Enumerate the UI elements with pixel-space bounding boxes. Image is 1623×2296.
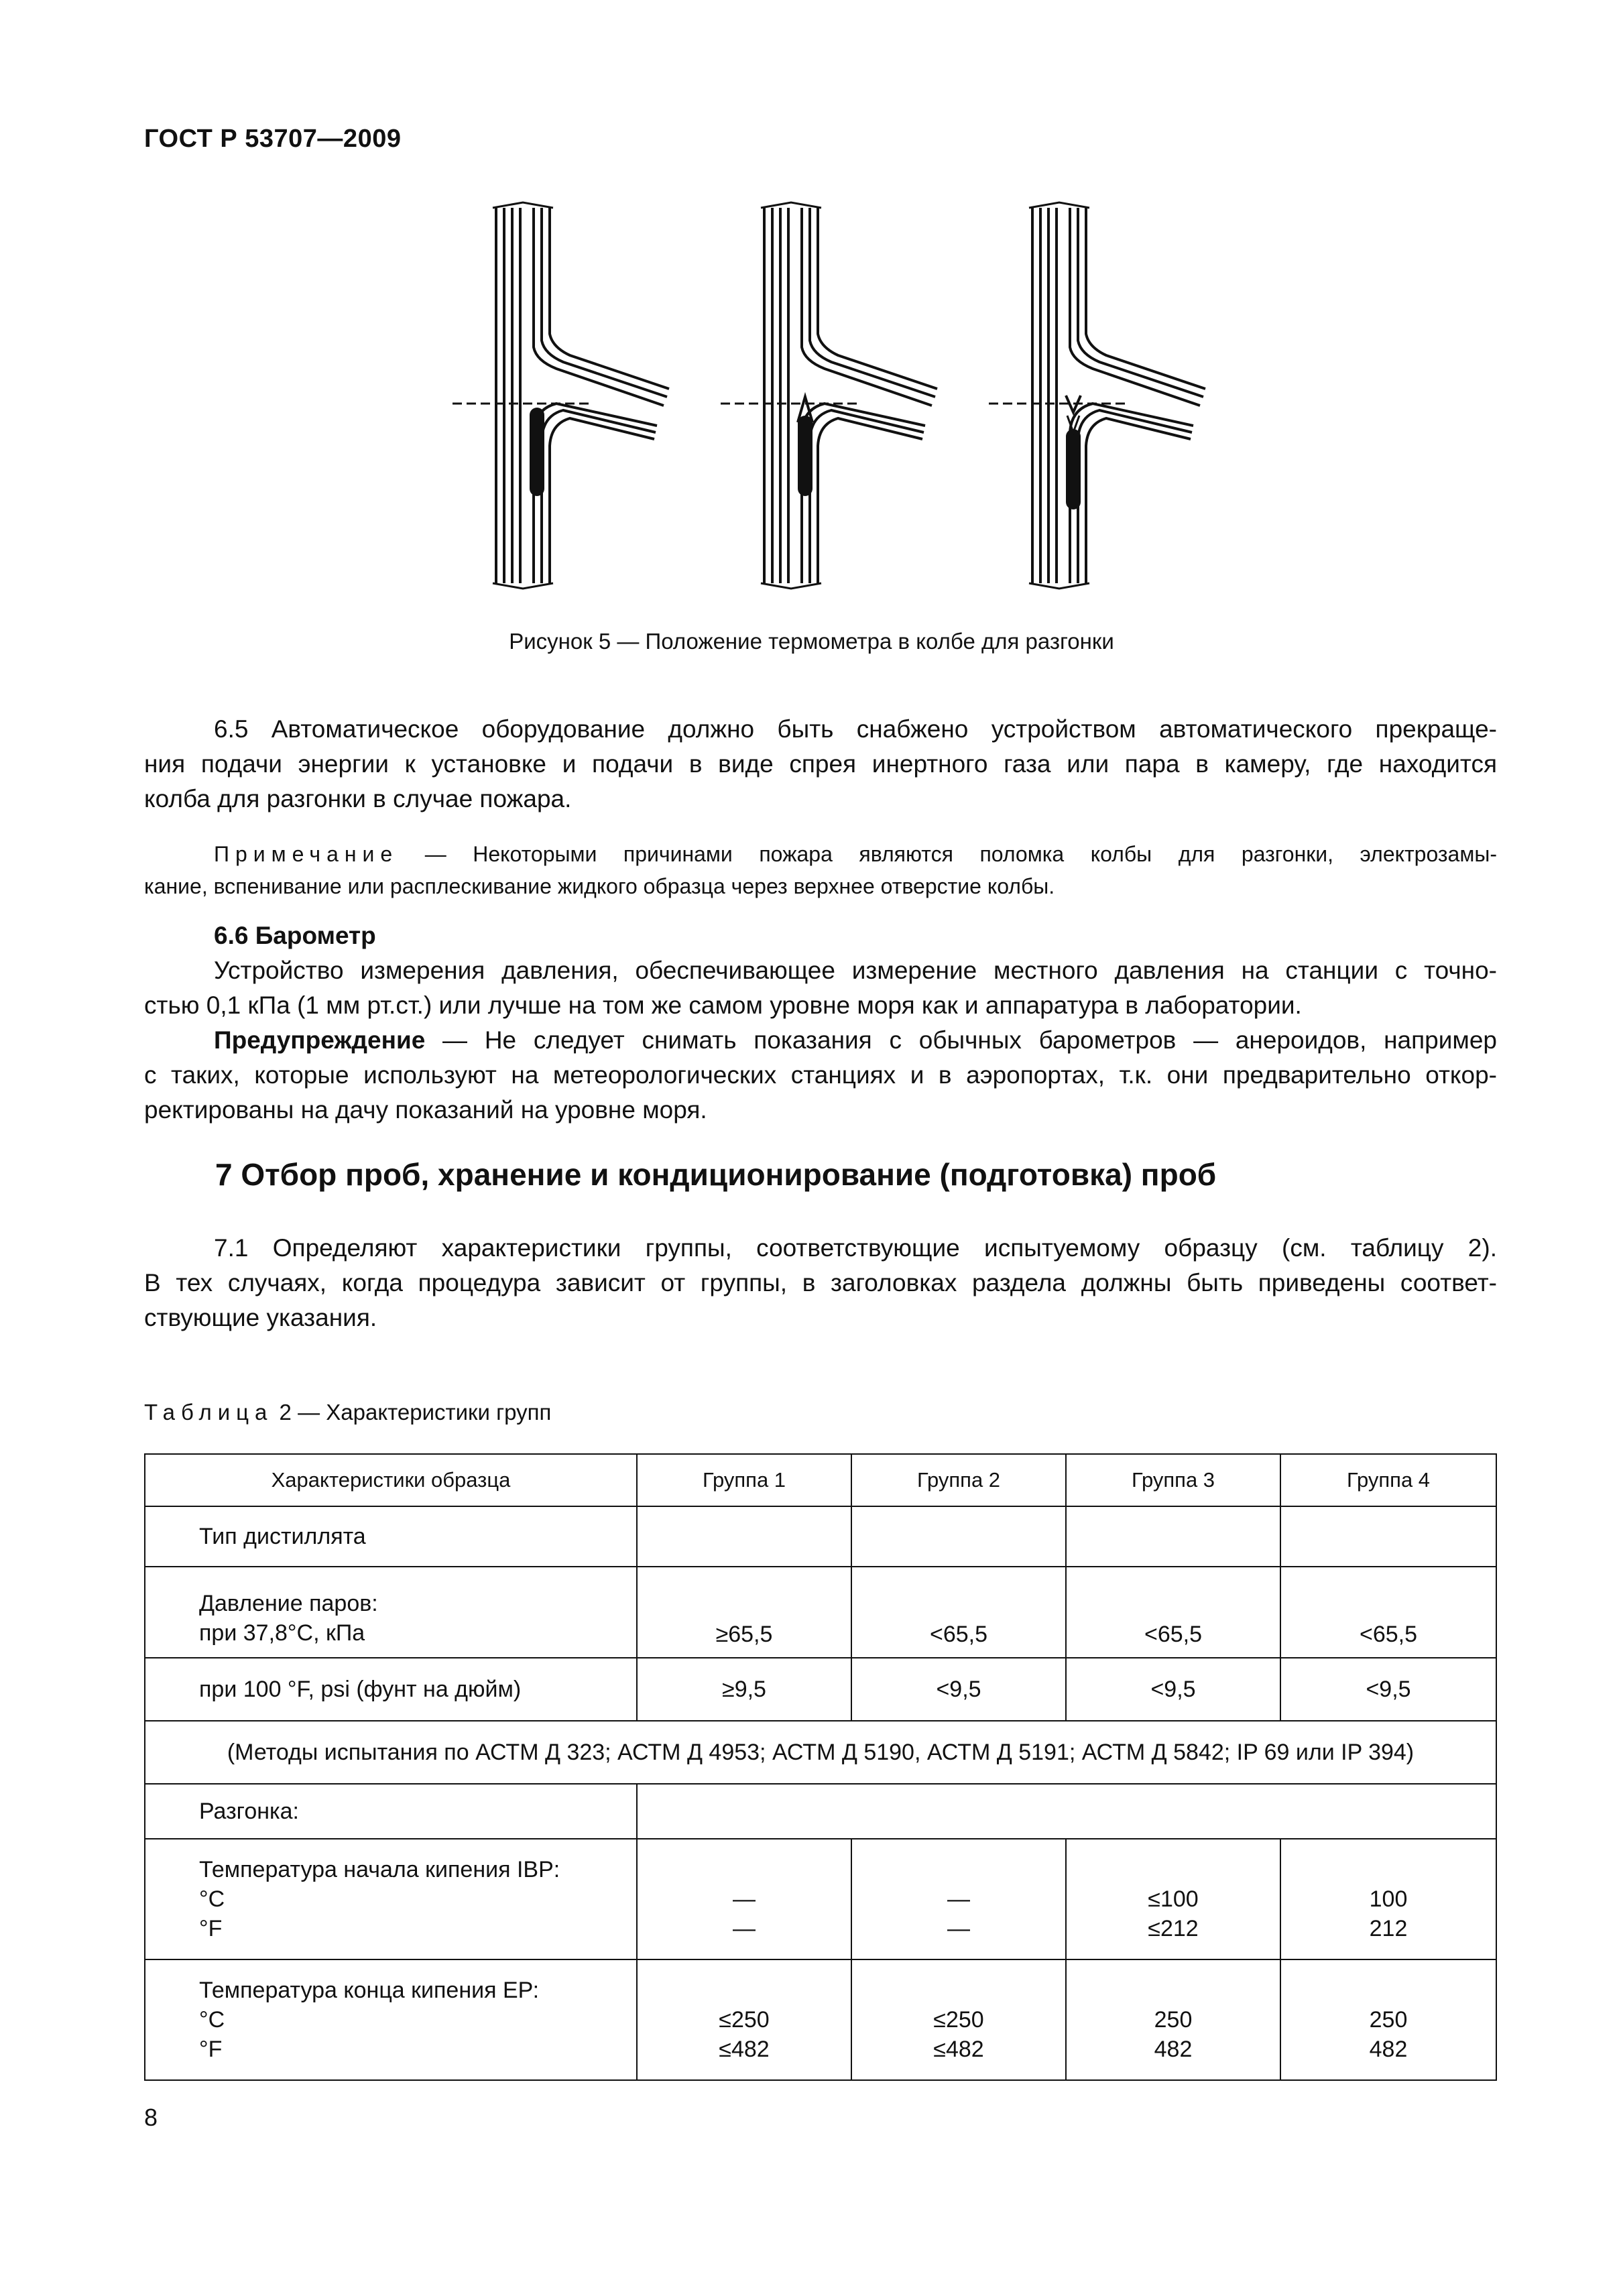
table-caption-label: Таблица — [144, 1400, 274, 1425]
table-header-cell: Группа 2 — [851, 1454, 1066, 1506]
figure-caption: Рисунок 5 — Положение термометра в колбе для разгонки — [509, 629, 1114, 654]
table-header-row — [145, 1454, 1496, 1506]
cell-value: 482 — [1154, 2037, 1193, 2062]
row-label: Разгонка: — [145, 1784, 637, 1839]
warning-line — [144, 1023, 1497, 1058]
note-line — [144, 838, 1497, 870]
table-cell — [851, 1959, 1066, 2080]
text-line: стью 0,1 кПа (1 мм рт.ст.) или лучше на том же самом уровне моря как и аппаратура в лаборатории. — [144, 991, 1302, 1019]
table-header-cell: Группа 4 — [1280, 1454, 1496, 1506]
table-cell — [1066, 1959, 1280, 2080]
page-number: 8 — [144, 2104, 158, 2131]
table-caption — [144, 1400, 551, 1425]
paragraph-6-5 — [144, 712, 1497, 817]
row-label: Тип дистиллята — [145, 1506, 637, 1567]
text-line: В тех случаях, когда процедура зависит от группы, в заголовках раздела должны быть приведены соответ- — [144, 1269, 1497, 1296]
flask-diagram-2 — [721, 202, 937, 589]
table-header-cell: Группа 1 — [637, 1454, 851, 1506]
cell-value: ≤250 — [719, 2007, 770, 2033]
row-label-line: Давление паров: — [199, 1591, 378, 1616]
text-line: с таких, которые используют на метеорологических станциях и в аэропортах, т.к. они предварительно откор- — [144, 1061, 1497, 1089]
table-cell: <9,5 — [851, 1658, 1066, 1721]
table-cell — [851, 1839, 1066, 1959]
table-row — [145, 1839, 1496, 1959]
table-caption-text: 2 — Характеристики групп — [273, 1400, 552, 1425]
cell-value: ≤212 — [1148, 1916, 1199, 1941]
table-cell: ≥9,5 — [637, 1658, 851, 1721]
note-text: — Некоторыми причинами пожара являются поломка колбы для разгонки, электрозамы- — [398, 842, 1497, 866]
thermometer-position-figure — [416, 194, 1220, 597]
cell-value: — — [947, 1886, 970, 1912]
table-cell: ≥65,5 — [637, 1567, 851, 1658]
row-label-line: °F — [199, 2037, 223, 2062]
warning-text: — Не следует снимать показания с обычных барометров — анероидов, например — [425, 1026, 1497, 1054]
cell-value: 212 — [1369, 1916, 1408, 1941]
table-row — [145, 1658, 1496, 1721]
table-cell: <9,5 — [1280, 1658, 1496, 1721]
table-cell — [637, 1959, 851, 2080]
cell-value: — — [947, 1916, 970, 1941]
table-cell — [1280, 1959, 1496, 2080]
table-row — [145, 1567, 1496, 1658]
table-row — [145, 1959, 1496, 2080]
table-row — [145, 1506, 1496, 1567]
table-header-cell: Группа 3 — [1066, 1454, 1280, 1506]
section-6-6 — [144, 918, 1497, 1128]
cell-value: 250 — [1369, 2007, 1408, 2033]
document-code-header: ГОСТ Р 53707—2009 — [144, 125, 402, 153]
note-label: Примечание — [214, 842, 399, 866]
section-7-title: 7 Отбор проб, хранение и кондиционирование (подготовка) проб — [215, 1157, 1217, 1192]
text-line: 7.1 Определяют характеристики группы, соответствующие испытуемому образцу (см. таблицу 2). — [214, 1234, 1497, 1262]
cell-value: ≤100 — [1148, 1886, 1199, 1912]
row-label — [145, 1567, 637, 1658]
table-cell — [1280, 1839, 1496, 1959]
note-line: кание, вспенивание или расплескивание жидкого образца через верхнее отверстие колбы. — [144, 874, 1055, 898]
warning-label: Предупреждение — [214, 1026, 426, 1054]
cell-value: — — [733, 1916, 756, 1941]
row-label: при 100 °F, psi (фунт на дюйм) — [145, 1658, 637, 1721]
row-label-line: Температура конца кипения ЕР: — [199, 1978, 540, 2003]
group-characteristics-table — [144, 1453, 1497, 2081]
paragraph-7-1 — [144, 1231, 1497, 1335]
cell-value: 482 — [1369, 2037, 1408, 2062]
subsection-title: 6.6 Барометр — [214, 922, 376, 949]
text-line: ствующие указания. — [144, 1304, 377, 1331]
text-line: ния подачи энергии к установке и подачи в виде спрея инертного газа или пара в камеру, где находится — [144, 750, 1497, 778]
table-cell — [1066, 1839, 1280, 1959]
text-line: Устройство измерения давления, обеспечивающее измерение местного давления на станции с точно- — [214, 957, 1497, 984]
cell-value: 100 — [1369, 1886, 1408, 1912]
flask-diagram-3 — [989, 202, 1205, 589]
row-label-line: при 37,8°С, кПа — [199, 1620, 365, 1646]
cell-value: ≤482 — [933, 2037, 984, 2062]
cell-value: ≤482 — [719, 2037, 770, 2062]
table-row — [145, 1784, 1496, 1839]
table-cell: <65,5 — [851, 1567, 1066, 1658]
text-line: 6.5 Автоматическое оборудование должно быть снабжено устройством автоматического прекраще- — [214, 715, 1497, 743]
table-cell: <9,5 — [1066, 1658, 1280, 1721]
flask-diagram-1 — [453, 202, 669, 589]
row-label-line: °С — [199, 1886, 225, 1912]
text-line: ректированы на дачу показаний на уровне моря. — [144, 1096, 707, 1124]
note-block — [144, 838, 1497, 902]
row-label — [145, 1839, 637, 1959]
table-cell: <65,5 — [1280, 1567, 1496, 1658]
row-label-line: Температура начала кипения IBP: — [199, 1857, 560, 1882]
table-cell — [637, 1839, 851, 1959]
test-methods-cell: (Методы испытания по АСТМ Д 323; АСТМ Д 4953; АСТМ Д 5190, АСТМ Д 5191; АСТМ Д 5842; IP 69 или IP 394) — [145, 1721, 1496, 1784]
row-label-line: °F — [199, 1916, 223, 1941]
table-header-cell: Характеристики образца — [145, 1454, 637, 1506]
row-label-line: °С — [199, 2007, 225, 2033]
cell-value: 250 — [1154, 2007, 1193, 2033]
text-line: колба для разгонки в случае пожара. — [144, 785, 572, 812]
table-row — [145, 1721, 1496, 1784]
cell-value: — — [733, 1886, 756, 1912]
cell-value: ≤250 — [933, 2007, 984, 2033]
row-label — [145, 1959, 637, 2080]
table-cell: <65,5 — [1066, 1567, 1280, 1658]
